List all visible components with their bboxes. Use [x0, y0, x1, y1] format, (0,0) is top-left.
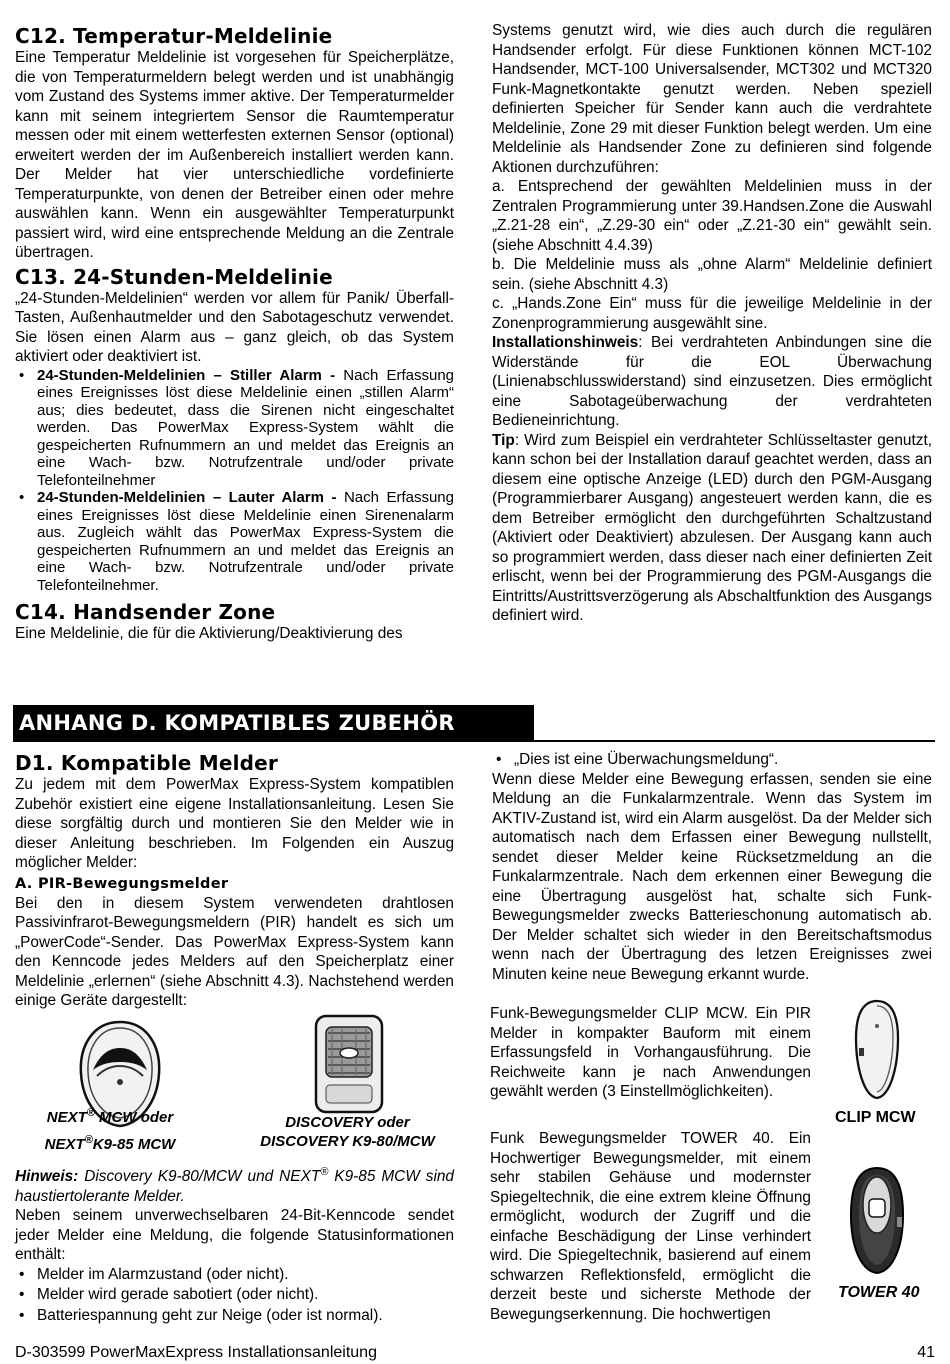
clip-mcw-caption: CLIP MCW [835, 1109, 916, 1126]
c13-intro: „24-Stunden-Meldelinien“ werden vor allem für Panik/ Überfall-Tasten, Außenhautmelder und den Sabotageschutz verwendet. Sie lösen einen Alarm aus – ganz gleich, ob das System aktiviert oder deaktiviert ist. [15, 289, 454, 365]
d1-intro: Zu jedem mit dem PowerMax Express-System kompatiblen Zubehör existiert eine eigene Installationsanleitung. Lesen Sie diese sorgfältig durch und montieren Sie den Melder wie in dieser Anleitung beschrieben. Im Folgenden ein Auszug möglicher Melder: [15, 776, 454, 871]
list-item: • „Dies ist eine Überwachungsmeldung“. [492, 750, 932, 770]
hint-text-b: K9-85 MCW sind haustiertolerante Melder. [15, 1168, 454, 1205]
status-info-list-continued [492, 750, 932, 770]
annex-title-bar: ANHANG D. KOMPATIBLES ZUBEHÖR [13, 705, 534, 741]
section-title-d1: D1. Kompatible Melder [15, 751, 278, 775]
pir-paragraph: Bei den in diesem System verwendeten drahtlosen Passivinfrarot-Bewegungsmeldern (PIR) handelt es sich um „PowerCode“-Sender. Das PowerMax Express-System kann den Kenncode jedes Melders auf den Speicherplatz einer Meldelinie „erlernen“ (siehe Abschnitt 4.3). Nachstehend werden einige Geräte dargestellt: [15, 894, 454, 1009]
clip-paragraph: Funk-Bewegungsmelder CLIP MCW. Ein PIR Melder in kompakter Bauform mit einem Erfassungsfeld in Vorhangausführung. Die Reichweite kann je nach Anwendungen gewählt werden (3 Einstellmöglichkeiten). [490, 1005, 811, 1100]
page-number: 41 [917, 1344, 935, 1361]
discovery-caption-line-1: DISCOVERY oder [285, 1114, 410, 1131]
c13-alarm-list [15, 367, 454, 595]
discovery-caption [240, 1113, 455, 1151]
right-column-bottom [492, 750, 932, 984]
right-column-top [492, 21, 932, 626]
c12-paragraph: Eine Temperatur Meldelinie ist vorgesehen für Speicherplätze, die von Temperaturmeldern belegt werden und ist unabhängig vom Zustand des Systems immer aktive. Der Temperaturmelder kann mit seinem integriertem Sensor die Raumtemperatur messen oder mit einem wetterfesten externen Sensor (optional) erweitert werden der im Außenbereich installiert werden kann. Der Melder hat vier unterschiedliche vordefinierte Temperaturpunkte, von denen der Betreiber einen oder mehre auswählen kann. Wenn ein ausgewählter Temperaturpunkt passiert wird, wird eine entsprechende Meldung an die Zentrale übertragen. [15, 49, 454, 261]
annex-divider [13, 740, 935, 742]
section-title-c12: C12. Temperatur-Meldelinie [15, 24, 333, 48]
left-column-bottom [15, 751, 454, 1011]
tip-paragraph [492, 431, 932, 626]
clip-description [490, 1004, 811, 1102]
left-column-bottom-2 [15, 1163, 454, 1326]
list-item [15, 367, 454, 490]
tower-description [490, 1129, 811, 1324]
c14-paragraph: Eine Meldelinie, die für die Aktivierung/Deaktivierung des [15, 625, 403, 642]
tip-text: : Wird zum Beispiel ein verdrahteter Schlüsseltaster genutzt, kann schon bei der Installation darauf geachtet werden, dass an diesem eine optische Anzeige (LED) durch den PGM-Ausgang (Programmierbarer Ausgang) angesteuert werden kann, die es dem Betreiber ermöglicht den durchgeführten Schaltzustand (Aktiviert oder Deaktiviert) abzulesen. Der Ausgang kann auch so programmiert werden, dass dieser nach einer definierten Zeit erlischt, wenn bei der Programmierung des PGM-Ausgangs die Eintritts/Austrittsverzögerung als Abschaltfunktion des Ausgangs definiert wird. [492, 431, 932, 624]
motion-paragraph: Wenn diese Melder eine Bewegung erfassen, senden sie eine Meldung an die Funkalarmzentrale. Wenn das System im AKTIV-Zustand ist, wird ein Alarm ausgelöst. Da der Melder sich automatisch nach dem Erfassen einer Bewegung nullstellt, sendet dieser Melder keine Rücksetzmeldung an die Funkalarmzentrale. Nach dem erkennen einer Bewegung die eine Übertragung ausgelöst hat, schalte sich Funk-Bewegungsmelder zwecks Batterieschonung automatisch ab. Der Melder schaltet sich wieder in den Bereitschaftsmodus wenn nach der Übertragung des letzen Ereignisses zwei Minuten keine neue Bewegung erkannt wurde. [492, 770, 932, 983]
left-column-top [15, 24, 454, 644]
list-item-text: Nach Erfassung eines Ereignisses löst diese Meldelinie einen Sirenenalarm aus. Zugleich wählt das PowerMax Express-System die gespeicherten Rufnummern an und meldet das Ereignis an eine Wach- bzw. Notrufzentrale und/oder private Telefonteilnehmer. [37, 489, 454, 594]
next-caption [30, 1104, 190, 1154]
hint-text-a: Discovery K9-80/MCW und NEXT [78, 1168, 321, 1186]
discovery-caption-line-2: DISCOVERY K9-80/MCW [260, 1133, 435, 1150]
tip-label: Tip [492, 431, 515, 449]
subsection-title-pir: A. PIR-Bewegungsmelder [15, 875, 229, 892]
tower-40-detector-image [845, 1165, 909, 1277]
hint-paragraph: Hinweis: Discovery K9-80/MCW und NEXT® K9-85 MCW sind haustiertolerante Melder. [15, 1166, 454, 1205]
installation-note-label: Installationshinweis [492, 334, 639, 351]
discovery-detector-image [312, 1013, 386, 1115]
next-caption-line-1: NEXT® MCW oder [46, 1107, 174, 1126]
section-title-c14: C14. Handsender Zone [15, 600, 276, 624]
step-a: a. Entsprechend der gewählten Meldelinien muss in der Zentralen Programmierung unter 39.Handsen.Zone die Auswahl „Z.21-28 ein“, „Z.29-30 ein“ oder „Z.21-30 ein“ gewählt sein. (siehe Abschnitt 4.4.39) [492, 178, 932, 254]
list-item [15, 489, 454, 594]
tower-40-caption: TOWER 40 [838, 1284, 920, 1301]
list-item: • Melder im Alarmzustand (oder nicht). [15, 1265, 454, 1286]
list-item-bold: 24-Stunden-Meldelinien – Lauter Alarm - [37, 489, 337, 506]
list-item: • Batteriespannung geht zur Neige (oder ist normal). [15, 1306, 454, 1327]
next-caption-line-2: NEXT®K9-85 MCW [44, 1134, 176, 1153]
list-item-bold: 24-Stunden-Meldelinien – Stiller Alarm - [37, 366, 336, 384]
list-item-text: Nach Erfassung eines Ereignisses löst diese Meldelinie einen „stillen Alarm“ aus; dies bedeutet, dass die Sirenen nicht eingeschaltet werden. Das PowerMax Express-System wählt die gespeicherten Rufnummern an und meldet das Ereignis an eine Wach- bzw. Notrufzentrale und/oder private Telefonteilnehmer [37, 366, 455, 489]
installation-note-text: : Bei verdrahteten Anbindungen sine die Widerstände für die EOL Überwachung (Linienabschlusswiderstand) sind einzusetzen. Dies ermöglicht eine Sabotageüberwachung der verdrahteten Bedieneinrichtung. [492, 334, 932, 429]
kenncode-paragraph: Neben seinem unverwechselbaren 24-Bit-Kenncode sendet jeder Melder eine Meldung, die folgende Statusinformationen enthält: [15, 1207, 454, 1264]
status-info-list [15, 1265, 454, 1327]
tower-paragraph: Funk Bewegungsmelder TOWER 40. Ein Hochwertiger Bewegungsmelder, mit einem sehr stabilen Gehäuse und modernster Spiegeltechnik, die eine extrem kleine Öffnung ermöglicht, wodurch der Zugriff und die einfache Beschädigung der Linse verhindert wird. Die Spiegeltechnik, basierend auf einem schwarzen Reflektionsfeld, ermöglicht die derzeit beste und sicherste Methode der Bewegungserkennung. Die hochwertigen [490, 1130, 811, 1323]
clip-mcw-detector-image [852, 998, 902, 1102]
list-item: • Melder wird gerade sabotiert (oder nicht). [15, 1285, 454, 1306]
handsender-paragraph: Systems genutzt wird, wie dies auch durch die regulären Handsender erfolgt. Für diese Funktionen können MCT-102 Handsender, MCT-100 Universalsender, MCT302 und MCT320 Funk-Magnetkontakte genutzt werden. Neben speziell definierten Speicher für Sender kann auch die verdrahtete Meldelinie, Zone 29 mit dieser Funktion belegt werden. Um eine Meldelinie als Handsender Zone zu definieren sind folgende Aktionen durchzuführen: [492, 22, 932, 176]
installation-note [492, 333, 932, 431]
step-b: b. Die Meldelinie muss als „ohne Alarm“ Meldelinie definiert sein. (siehe Abschnitt 4.3) [492, 256, 932, 293]
step-c: c. „Hands.Zone Ein“ muss für die jeweilige Meldelinie in der Zonenprogrammierung ausgewählt sine. [492, 295, 932, 332]
hint-label: Hinweis: [15, 1168, 79, 1186]
footer-document-title: D-303599 PowerMaxExpress Installationsanleitung [15, 1344, 377, 1361]
section-title-c13: C13. 24-Stunden-Meldelinie [15, 264, 333, 289]
